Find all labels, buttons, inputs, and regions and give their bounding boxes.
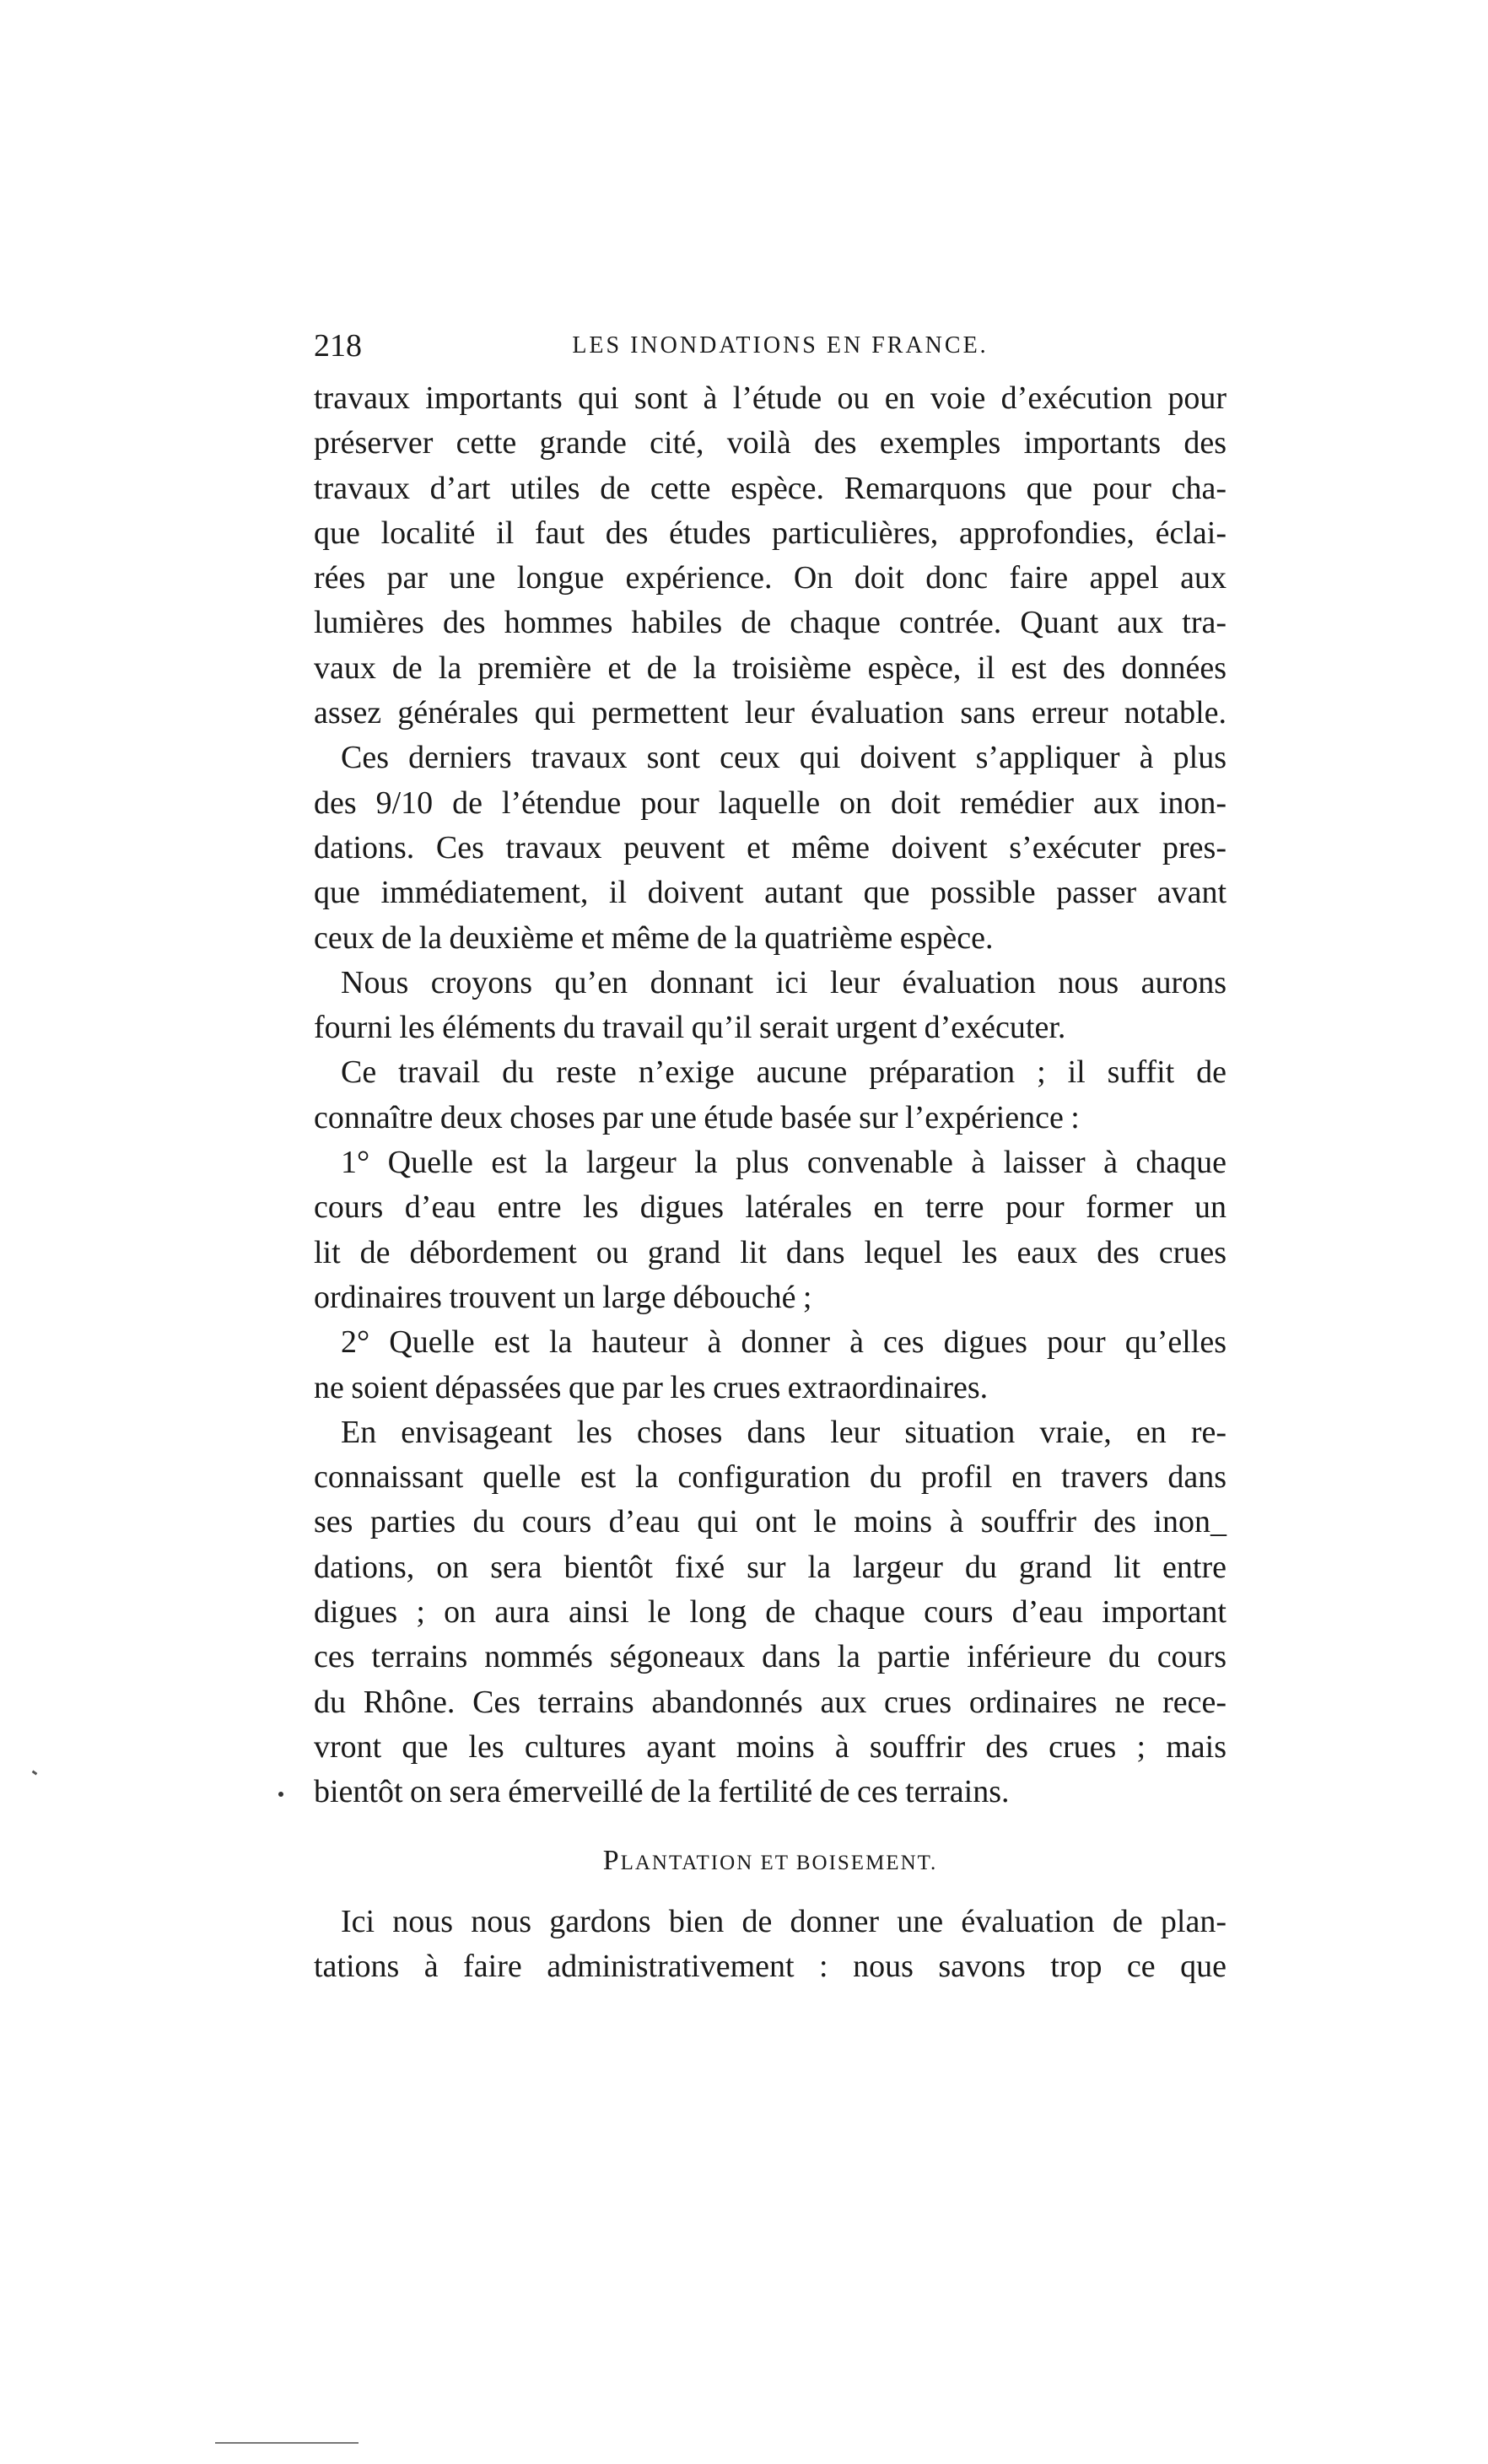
text-line: travaux importants qui sont à l’étude ou en voie d’exécution pour — [314, 380, 1227, 416]
text-line: que localité il faut des études particulières, approfondies, éclai- — [314, 515, 1227, 551]
text-line: cours d’eau entre les digues latérales en terre pour former un — [314, 1189, 1227, 1226]
text-line: bientôt on sera émerveillé de la fertilité de ces terrains. — [314, 1774, 1010, 1810]
paragraph — [314, 1320, 1227, 1410]
text-line: Ce travail du reste n’exige aucune préparation ; il suffit de — [341, 1054, 1227, 1091]
text-line: ceux de la deuxième et même de la quatrième espèce. — [314, 919, 994, 956]
text-line: ses parties du cours d’eau qui ont le moins à souffrir des inon_ — [314, 1504, 1227, 1540]
text-line: tations à faire administrativement : nous savons trop ce que — [314, 1948, 1227, 1984]
text-line: vaux de la première et de la troisième espèce, il est des données — [314, 650, 1227, 686]
text-line: digues ; on aura ainsi le long de chaque cours d’eau important — [314, 1594, 1227, 1631]
text-line: fourni les éléments du travail qu’il serait urgent d’exécuter. — [314, 1010, 1066, 1046]
text-line: du Rhône. Ces terrains abandonnés aux crues ordinaires ne rece- — [314, 1684, 1227, 1720]
page-number: 218 — [314, 328, 362, 364]
paragraph — [314, 1900, 1227, 1990]
margin-mark — [32, 1771, 38, 1776]
paragraph — [314, 1410, 1227, 1815]
text-line: vront que les cultures ayant moins à souffrir des crues ; mais — [314, 1728, 1227, 1765]
paragraph — [314, 961, 1227, 1051]
text-line: ces terrains nommés ségoneaux dans la partie inférieure du cours — [314, 1639, 1227, 1675]
text-line: En envisageant les choses dans leur situation vraie, en re- — [341, 1414, 1227, 1450]
text-line: ne soient dépassées que par les crues extraordinaires. — [314, 1369, 989, 1405]
paragraph — [314, 1140, 1227, 1320]
text-line: ordinaires trouvent un large débouché ; — [314, 1279, 812, 1315]
text-line: dations, on sera bientôt fixé sur la largeur du grand lit entre — [314, 1549, 1227, 1585]
text-line: assez générales qui permettent leur évaluation sans erreur notable. — [314, 695, 1227, 731]
text-line: connaître deux choses par une étude basée sur l’expérience : — [314, 1099, 1080, 1135]
text-line: Ces derniers travaux sont ceux qui doivent s’appliquer à plus — [341, 740, 1227, 776]
body-text — [314, 376, 1227, 1989]
page-header — [314, 325, 1227, 367]
text-line: 2° Quelle est la hauteur à donner à ces digues pour qu’elles — [341, 1324, 1227, 1361]
text-line: Ici nous nous gardons bien de donner une évaluation de plan- — [341, 1903, 1227, 1939]
paragraph — [314, 736, 1227, 960]
text-line: dations. Ces travaux peuvent et même doivent s’exécuter pres- — [314, 829, 1227, 865]
text-line: Nous croyons qu’en donnant ici leur évaluation nous aurons — [341, 964, 1227, 1000]
margin-dot — [278, 1792, 283, 1797]
footer-rule — [215, 2442, 359, 2444]
text-line: lit de débordement ou grand lit dans lequel les eaux des crues — [314, 1234, 1227, 1270]
text-line: que immédiatement, il doivent autant que possible passer avant — [314, 875, 1227, 911]
text-line: des 9/10 de l’étendue pour laquelle on doit remédier aux inon- — [314, 784, 1227, 821]
section-heading-initial: P — [602, 1844, 621, 1876]
text-line: 1° Quelle est la largeur la plus convenable à laisser à chaque — [341, 1145, 1227, 1181]
paragraph — [314, 376, 1227, 736]
section-heading — [314, 1825, 1227, 1895]
text-line: lumières des hommes habiles de chaque contrée. Quant aux tra- — [314, 605, 1227, 641]
text-line: connaissant quelle est la configuration du profil en travers dans — [314, 1459, 1227, 1496]
paragraph — [314, 1050, 1227, 1140]
section-heading-rest: LANTATION ET BOISEMENT. — [620, 1851, 938, 1874]
running-title: LES INONDATIONS EN FRANCE. — [572, 332, 989, 359]
text-line: préserver cette grande cité, voilà des exemples importants des — [314, 425, 1227, 461]
text-line: rées par une longue expérience. On doit donc faire appel aux — [314, 560, 1227, 596]
text-line: travaux d’art utiles de cette espèce. Remarquons que pour cha- — [314, 470, 1227, 506]
